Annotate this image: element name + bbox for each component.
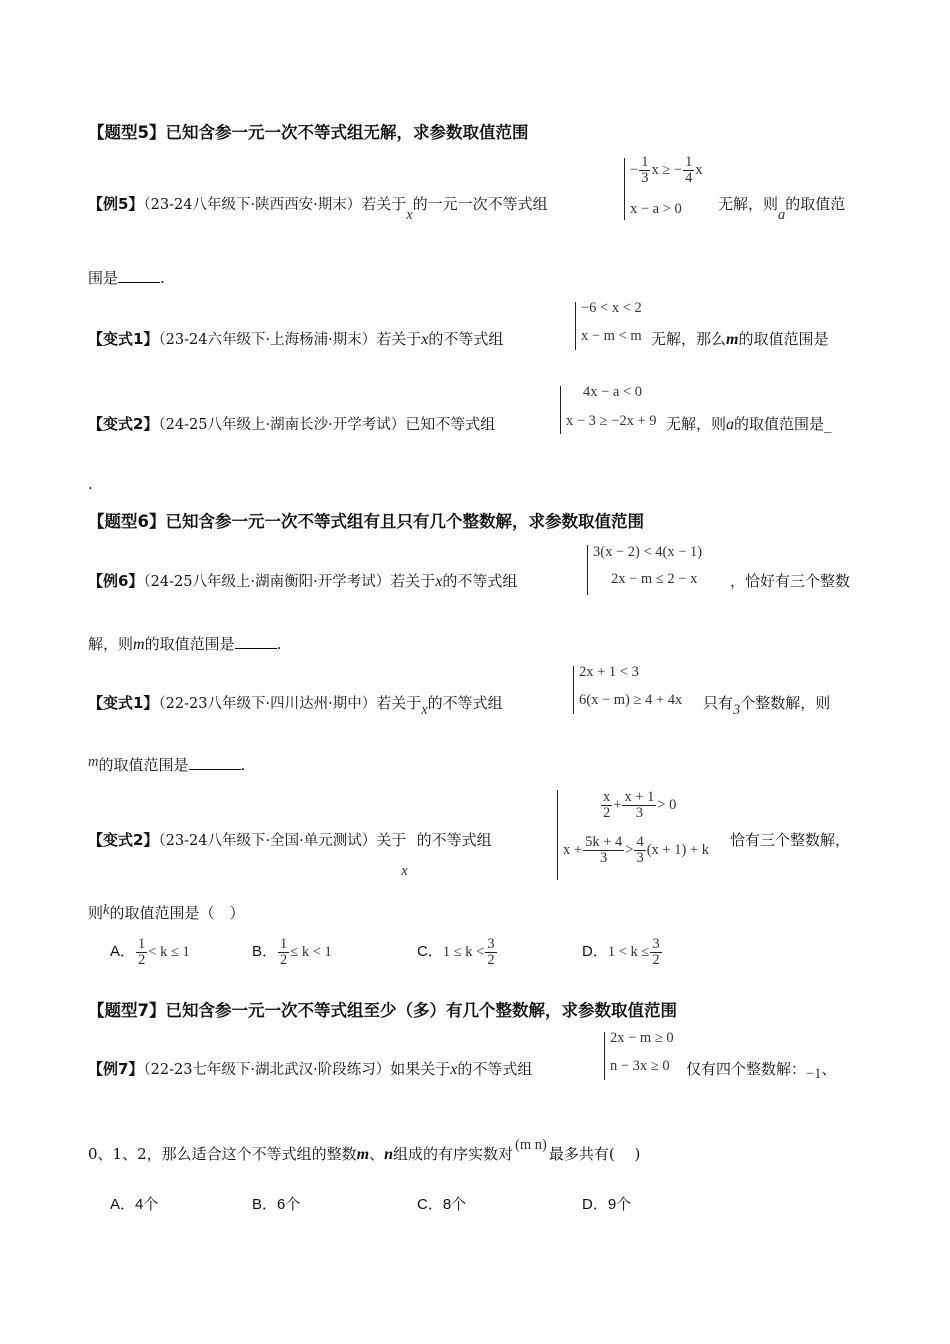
example5-line2: 围是 . <box>88 269 165 287</box>
option-b[interactable]: B． $\frac{1}{2}$ ≤ k < 1 <box>252 936 332 969</box>
system-row-2: x − m < m <box>581 328 642 344</box>
example6-line1-end: ，恰好有三个整数 <box>730 572 851 590</box>
system-brace <box>573 666 574 714</box>
option-a[interactable]: A． $\frac{1}{2}$ < k ≤ 1 <box>110 936 190 969</box>
option-a[interactable]: A．4个 <box>110 1196 159 1213</box>
system-row-1: 3(x − 2) < 4(x − 1) <box>593 544 703 560</box>
source-tag: （24-25八年级上·湖南衡阳·开学考试） <box>143 574 391 590</box>
variant2-line2: . <box>88 475 93 493</box>
system-brace <box>560 386 561 434</box>
variant1-line-end: 无解，那么m的取值范围是 <box>651 330 829 348</box>
system-row-1: 2x + 1 < 3 <box>579 664 639 680</box>
source-tag: （23-24六年级下·上海杨浦·期末） <box>158 332 377 348</box>
system-row-1: − $\frac{1}{3}$ x ≥ − $\frac{1}{4}$ x <box>630 154 703 187</box>
system-row-2: n − 3x ≥ 0 <box>610 1058 670 1074</box>
source-tag: （24-25八年级上·湖南长沙·开学考试） <box>158 417 406 433</box>
option-d[interactable]: D．1 < k ≤ $\frac{3}{2}$ <box>582 936 660 969</box>
example6-line1: 【例6】（24-25八年级上·湖南衡阳·开学考试）若关于x的不等式组 <box>88 572 518 590</box>
answer-blank[interactable] <box>118 268 160 283</box>
system-row-2: 6(x − m) ≥ 4 + 4x <box>579 692 683 708</box>
example5-line1 <box>88 193 548 223</box>
section-heading-type5: 【题型5】已知含参一元一次不等式组无解，求参数取值范围 <box>88 123 529 142</box>
example-label: 【例5】 <box>88 195 144 213</box>
example7-line1: 【例7】（22-23七年级下·湖北武汉·阶段练习）如果关于x的不等式组 <box>88 1060 533 1078</box>
section-heading-type7: 【题型7】已知含参一元一次不等式组至少（多）有几个整数解，求参数取值范围 <box>88 1001 677 1020</box>
section-heading-type6: 【题型6】已知含参一元一次不等式组有且只有几个整数解，求参数取值范围 <box>88 512 644 531</box>
example7-line1-end: 仅有四个整数解：−1、 <box>686 1060 837 1082</box>
answer-blank[interactable] <box>189 755 241 770</box>
text: 若关于 <box>361 195 407 213</box>
variant-label: 【变式2】 <box>88 831 159 849</box>
system-row-1: 2x − m ≥ 0 <box>610 1030 674 1046</box>
system-row-2: x + $\frac{5k + 4}{3}$ > $\frac{4}{3}$ (x + 1) + k <box>563 834 709 867</box>
system-row-1: 4x − a < 0 <box>583 384 643 400</box>
text: 的一元一次不等式组 <box>412 195 548 213</box>
ordered-pair: (m n) <box>515 1137 547 1153</box>
variant2-line2: 则k的取值范围是（ ） <box>88 902 245 922</box>
variant2-line: 【变式2】（23-24八年级下·全国·单元测试）关于x的不等式组 <box>88 831 492 879</box>
system-brace <box>557 790 558 880</box>
variant-label: 【变式2】 <box>88 415 159 433</box>
variant-label: 【变式1】 <box>88 330 159 348</box>
system-brace <box>575 302 576 350</box>
variant2-line-end: 恰有三个整数解， <box>730 831 851 849</box>
example5-line1-end: 无解，则a的取值范 <box>718 195 846 223</box>
var-a: a <box>778 207 786 223</box>
system-row-2: 2x − m ≤ 2 − x <box>611 571 698 587</box>
example-label: 【例6】 <box>88 572 144 590</box>
example-label: 【例7】 <box>88 1060 144 1078</box>
variant1-line: 【变式1】（23-24六年级下·上海杨浦·期末）若关于x的不等式组 <box>88 330 504 348</box>
variant-label: 【变式1】 <box>88 694 159 712</box>
system-row-1: −6 < x < 2 <box>581 300 642 316</box>
example6-line2: 解，则m的取值范围是 . <box>88 635 282 653</box>
variant1-line2: m的取值范围是 . <box>88 754 246 774</box>
option-c[interactable]: C．1 ≤ k < $\frac{3}{2}$ <box>417 936 495 969</box>
variant2-line-end: 无解，则a的取值范围是_ <box>666 415 832 433</box>
system-row-2: x − a > 0 <box>630 201 682 217</box>
system-brace <box>624 158 625 220</box>
variant1-line-end: 只有3个整数解，则 <box>703 694 831 718</box>
answer-blank[interactable] <box>235 634 277 649</box>
system-row-1: $\frac{x}{2}$ + $\frac{x + 1}{3}$ > 0 <box>603 789 677 822</box>
variant1-line: 【变式1】（22-23八年级下·四川达州·期中）若关于x的不等式组 <box>88 694 503 718</box>
option-d[interactable]: D．9个 <box>582 1196 632 1213</box>
system-brace <box>587 545 588 595</box>
example7-line2: 0、1、2，那么适合这个不等式组的整数m、n组成的有序实数对 (m n) 最多共有( ) <box>88 1137 641 1163</box>
system-row-2: x − 3 ≥ −2x + 9 <box>566 413 657 429</box>
var-x: x <box>406 207 413 223</box>
variant2-line: 【变式2】（24-25八年级上·湖南长沙·开学考试）已知不等式组 <box>88 415 496 433</box>
source-tag: （23-24八年级下·全国·单元测试） <box>158 833 377 849</box>
option-b[interactable]: B．6个 <box>252 1196 301 1213</box>
system-brace <box>604 1032 605 1080</box>
source-tag: （23-24八年级下·陕西西安·期末） <box>143 197 362 213</box>
source-tag: （22-23七年级下·湖北武汉·阶段练习） <box>143 1062 391 1078</box>
option-c[interactable]: C．8个 <box>417 1196 467 1213</box>
source-tag: （22-23八年级下·四川达州·期中） <box>158 696 377 712</box>
